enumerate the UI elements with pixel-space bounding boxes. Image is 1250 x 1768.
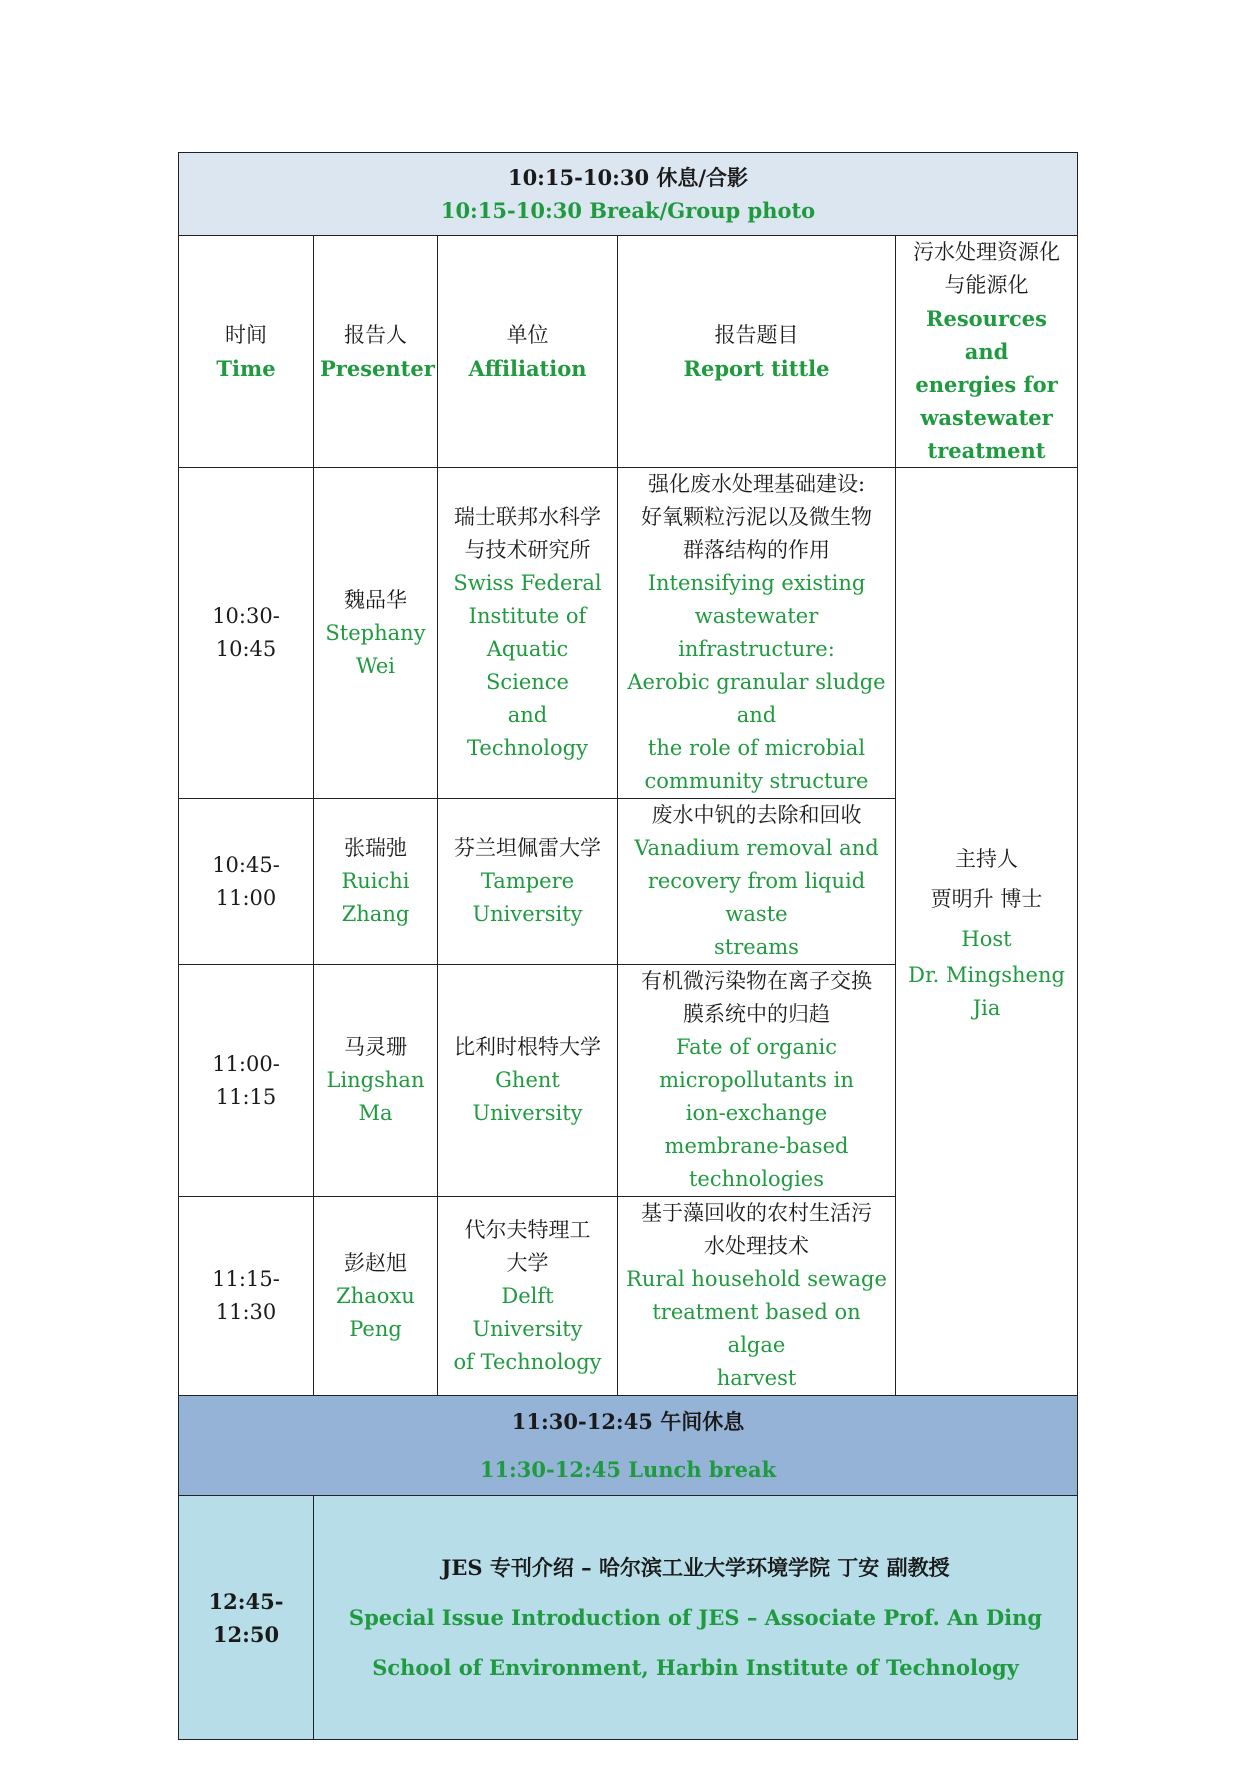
- presenter-en: Zhaoxu: [336, 1283, 415, 1308]
- host-en-1: Host: [961, 926, 1012, 951]
- presenter-en: Ma: [358, 1101, 393, 1125]
- lunch-row: [179, 1396, 1078, 1496]
- talk-time: 10:45-11:00: [179, 799, 314, 965]
- session-zh-2: 与能源化: [944, 273, 1029, 297]
- title-en: recovery from liquid waste: [647, 869, 866, 926]
- title-en: treatment based on algae: [652, 1300, 861, 1357]
- host-en-2: Dr. Mingsheng: [908, 962, 1065, 987]
- presenter-zh: 张瑞弛: [344, 836, 407, 860]
- break-zh: 10:15-10:30 休息/合影: [507, 165, 749, 190]
- affil-en: Swiss Federal: [453, 571, 602, 595]
- title-en: streams: [714, 935, 799, 959]
- header-affiliation: [438, 236, 618, 468]
- header-time-en: Time: [216, 355, 276, 381]
- title-zh: 群落结构的作用: [683, 538, 830, 562]
- title-zh: 有机微污染物在离子交换: [641, 969, 872, 993]
- presenter-zh: 马灵珊: [344, 1035, 407, 1059]
- title-zh: 强化废水处理基础建设:: [647, 472, 866, 496]
- host-cell: [896, 468, 1078, 1396]
- affil-zh: 芬兰坦佩雷大学: [454, 836, 601, 860]
- title-en: Fate of organic: [676, 1035, 837, 1059]
- affil-en: Aquatic Science: [485, 637, 569, 694]
- host-zh-1: 主持人: [955, 846, 1019, 871]
- title-en: ion-exchange: [685, 1101, 828, 1125]
- header-time: [179, 236, 314, 468]
- title-zh: 水处理技术: [704, 1234, 809, 1258]
- title-zh: 膜系统中的归趋: [683, 1002, 830, 1026]
- header-presenter-en: Presenter: [320, 355, 435, 381]
- talk-title: [618, 1197, 896, 1396]
- talk-time: 11:00-11:15: [179, 965, 314, 1197]
- talk-affiliation: [438, 1197, 618, 1396]
- schedule-table: [178, 152, 1078, 1740]
- talk-title: [618, 965, 896, 1197]
- title-zh: 基于藻回收的农村生活污: [641, 1201, 872, 1225]
- jes-zh: JES 专刊介绍 – 哈尔滨工业大学环境学院 丁安 副教授: [441, 1554, 950, 1580]
- header-affiliation-en: Affiliation: [468, 355, 587, 381]
- break-row: [179, 153, 1078, 236]
- talk-title: [618, 799, 896, 965]
- title-en: the role of microbial: [647, 736, 866, 760]
- affil-en: Ghent University: [472, 1068, 583, 1125]
- jes-time: 12:45-12:50: [179, 1496, 314, 1740]
- session-en-2: energies for: [915, 372, 1058, 397]
- affil-en: of Technology: [453, 1349, 602, 1374]
- header-presenter: [314, 236, 438, 468]
- header-presenter-zh: 报告人: [344, 322, 407, 347]
- jes-content: [314, 1496, 1078, 1740]
- talk-affiliation: [438, 799, 618, 965]
- host-zh-2: 贾明升 博士: [930, 886, 1043, 911]
- presenter-en: Stephany: [325, 620, 426, 645]
- header-affiliation-zh: 单位: [506, 322, 549, 347]
- title-zh: 废水中钒的去除和回收: [651, 803, 862, 827]
- presenter-en: Ruichi: [341, 869, 410, 893]
- affil-zh: 大学: [506, 1250, 549, 1275]
- session-en-3: wastewater: [920, 405, 1053, 430]
- header-time-zh: 时间: [225, 322, 267, 347]
- talk-affiliation: [438, 965, 618, 1197]
- talk-title: [618, 468, 896, 799]
- title-en: micropollutants in: [659, 1068, 854, 1092]
- talk-time: 11:15-11:30: [179, 1197, 314, 1396]
- title-en: Rural household sewage: [626, 1267, 887, 1291]
- jes-row: [179, 1496, 1078, 1740]
- presenter-zh: 魏品华: [344, 587, 407, 612]
- affil-en: Tampere: [480, 869, 575, 893]
- jes-en-2: School of Environment, Harbin Institute of Technology: [372, 1654, 1019, 1680]
- affil-zh: 比利时根特大学: [454, 1035, 601, 1059]
- title-en: technologies: [688, 1167, 825, 1191]
- title-en: Vanadium removal and: [634, 836, 879, 860]
- lunch-zh: 11:30-12:45 午间休息: [511, 1408, 745, 1434]
- break-en: 10:15-10:30 Break/Group photo: [440, 198, 816, 223]
- title-en: Intensifying existing: [647, 571, 866, 595]
- talk-row: [179, 468, 1078, 799]
- affil-en: University: [472, 902, 583, 926]
- session-zh-1: 污水处理资源化: [913, 240, 1061, 264]
- session-en-1: Resources and: [926, 306, 1047, 364]
- jes-en-1: Special Issue Introduction of JES – Associate Prof. An Ding: [348, 1604, 1043, 1630]
- talk-presenter: [314, 965, 438, 1197]
- presenter-en: Peng: [349, 1316, 402, 1341]
- header-title-zh: 报告题目: [714, 322, 799, 347]
- presenter-zh: 彭赵旭: [344, 1250, 407, 1275]
- affil-en: and Technology: [467, 703, 588, 760]
- presenter-en: Zhang: [341, 902, 410, 926]
- talk-presenter: [314, 799, 438, 965]
- presenter-en: Wei: [355, 653, 396, 678]
- header-session: [896, 236, 1078, 468]
- header-row: [179, 236, 1078, 468]
- affil-zh: 瑞士联邦水科学: [454, 505, 601, 529]
- affil-zh: 与技术研究所: [464, 538, 591, 562]
- affil-zh: 代尔夫特理工: [464, 1217, 591, 1242]
- talk-presenter: [314, 468, 438, 799]
- host-en-3: Jia: [972, 995, 1001, 1020]
- title-zh: 好氧颗粒污泥以及微生物: [641, 505, 872, 529]
- session-en-4: treatment: [927, 438, 1046, 463]
- presenter-en: Lingshan: [326, 1068, 425, 1092]
- lunch-en: 11:30-12:45 Lunch break: [479, 1456, 777, 1482]
- affil-en: Institute of: [468, 604, 587, 628]
- talk-time: 10:30-10:45: [179, 468, 314, 799]
- header-title: [618, 236, 896, 468]
- talk-affiliation: [438, 468, 618, 799]
- header-title-en: Report tittle: [683, 355, 830, 381]
- title-en: wastewater infrastructure:: [678, 604, 835, 661]
- title-en: harvest: [716, 1366, 797, 1390]
- affil-en: Delft University: [472, 1283, 583, 1341]
- title-en: Aerobic granular sludge and: [627, 670, 886, 727]
- title-en: membrane-based: [664, 1134, 849, 1158]
- talk-presenter: [314, 1197, 438, 1396]
- title-en: community structure: [644, 769, 869, 793]
